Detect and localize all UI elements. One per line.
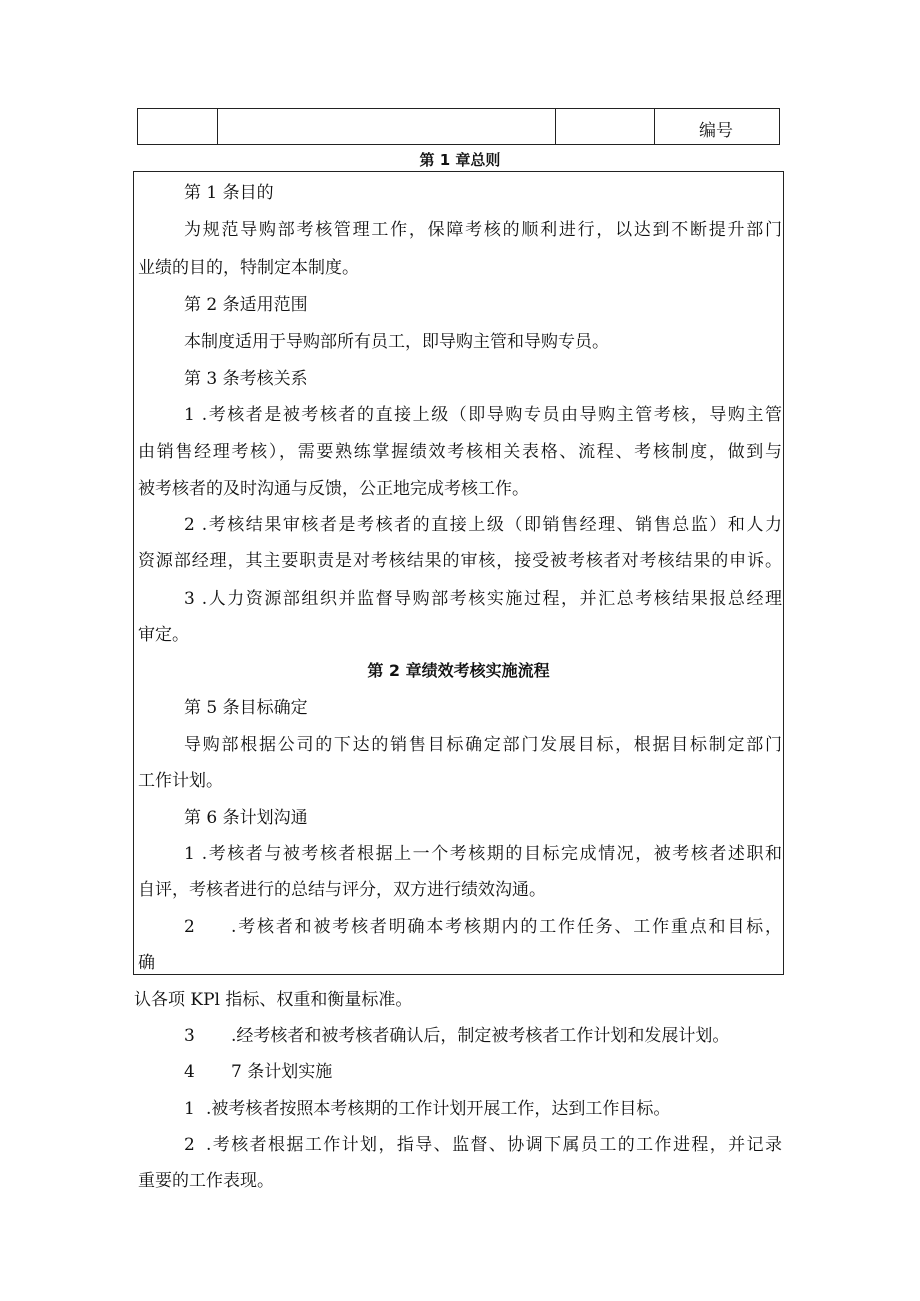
item-number: 4	[184, 1062, 195, 1082]
article-6-line: 自评，考核者进行的总结与评分，双方进行绩效沟通。	[138, 880, 546, 900]
article-3-line: 被考核者的及时沟通与反馈，公正地完成考核工作。	[138, 479, 529, 499]
article-3-title: 第 3 条考核关系	[184, 369, 308, 389]
header-divider	[217, 109, 218, 144]
item-number: 2	[184, 917, 195, 937]
continued-line: .经考核者和被考核者确认后，制定被考核者工作计划和发展计划。	[231, 1026, 730, 1046]
article-7-line: 重要的工作表现。	[138, 1171, 274, 1191]
item-number: 2	[184, 1135, 195, 1155]
article-7-line: .考核者根据工作计划，指导、监督、协调下属员工的工作进程，并记录	[206, 1135, 782, 1155]
article-6-title: 第 6 条计划沟通	[184, 808, 308, 828]
article-3-line: 审定。	[138, 625, 189, 645]
article-7-line: .被考核者按照本考核期的工作计划开展工作，达到工作目标。	[206, 1099, 671, 1119]
article-6-line: .考核者和被考核者明确本考核期内的工作任务、工作重点和目标，	[231, 917, 782, 937]
article-5-line: 工作计划。	[138, 771, 223, 791]
continued-line: 认各项 KPl 指标、权重和衡量标准。	[134, 990, 413, 1010]
item-number: 1	[184, 1099, 195, 1119]
header-number-label: 编号	[699, 121, 733, 141]
article-3-line: 资源部经理，其主要职责是对考核结果的审核，接受被考核者对考核结果的申诉。	[138, 551, 782, 571]
article-3-line: 3 .人力资源部组织并监督导购部考核实施过程，并汇总考核结果报总经理	[184, 589, 782, 609]
article-2-title: 第 2 条适用范围	[184, 295, 308, 315]
header-divider	[555, 109, 556, 144]
article-6-line: 确	[138, 953, 155, 973]
article-1-line: 为规范导购部考核管理工作，保障考核的顺利进行，以达到不断提升部门	[184, 220, 782, 240]
article-6-line: 1 .考核者与被考核者根据上一个考核期的目标完成情况，被考核者述职和	[184, 844, 782, 864]
article-1-title: 第 1 条目的	[184, 183, 274, 203]
article-5-title: 第 5 条目标确定	[184, 698, 308, 718]
header-table	[137, 108, 780, 145]
chapter-1-title: 第 1 章总则	[419, 151, 501, 169]
article-3-line: 1 .考核者是被考核者的直接上级（即导购专员由导购主管考核，导购主管	[184, 405, 782, 425]
item-number: 3	[184, 1026, 195, 1046]
article-2-line: 本制度适用于导购部所有员工，即导购主管和导购专员。	[184, 332, 609, 352]
header-divider	[654, 109, 655, 144]
article-7-title: 7 条计划实施	[231, 1062, 333, 1082]
article-3-line: 2 .考核结果审核者是考核者的直接上级（即销售经理、销售总监）和人力	[184, 515, 782, 535]
article-3-line: 由销售经理考核），需要熟练掌握绩效考核相关表格、流程、考核制度，做到与	[138, 442, 782, 462]
article-1-line: 业绩的目的，特制定本制度。	[138, 258, 359, 278]
article-5-line: 导购部根据公司的下达的销售目标确定部门发展目标，根据目标制定部门	[184, 735, 782, 755]
chapter-2-title: 第 2 章绩效考核实施流程	[367, 661, 550, 680]
